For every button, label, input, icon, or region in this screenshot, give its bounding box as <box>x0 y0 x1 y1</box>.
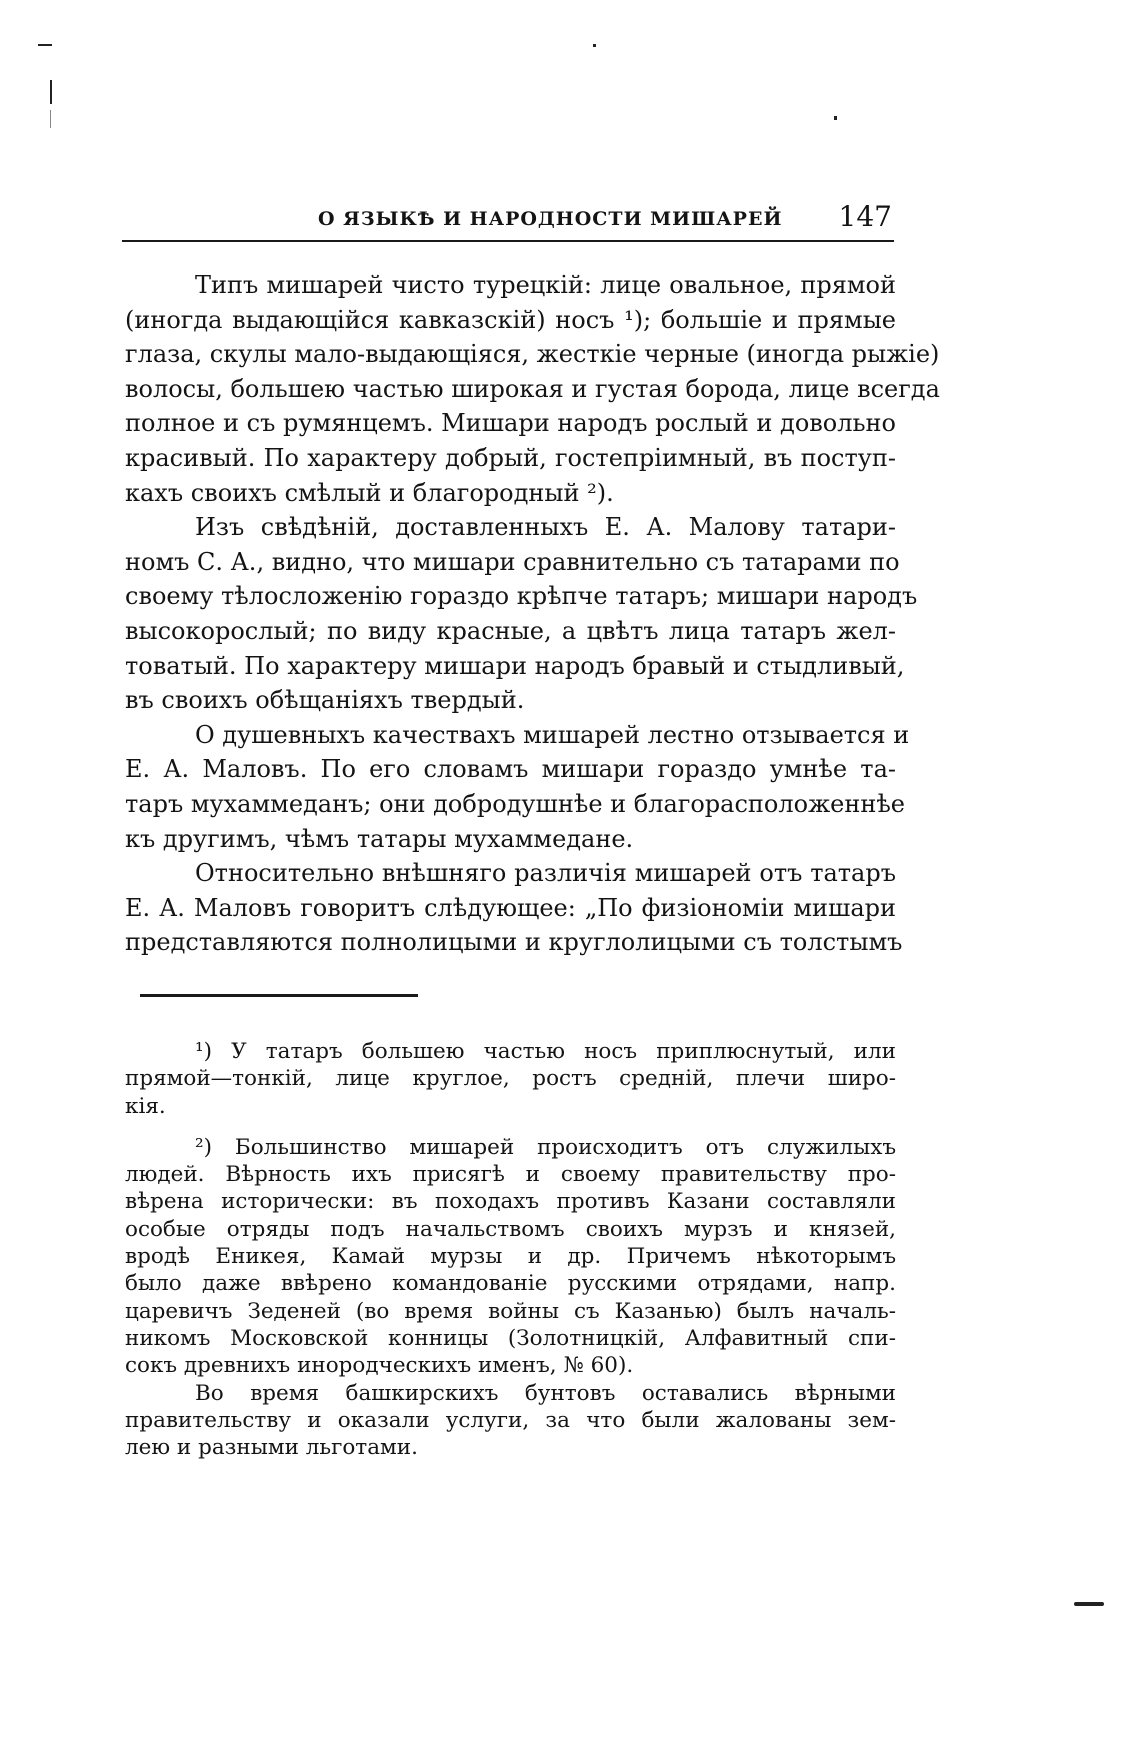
text-line: своему тѣлосложенію гораздо крѣпче татаръ; мишари народъ <box>125 582 918 611</box>
text-line: полное и съ румянцемъ. Мишари народъ рослый и довольно <box>125 409 896 438</box>
footnote-line: ²) Большинство мишарей происходитъ отъ служилыхъ <box>195 1134 896 1160</box>
running-title: О ЯЗЫКѢ И НАРОДНОСТИ МИШАРЕЙ <box>318 208 783 230</box>
text-line: глаза, скулы мало-выдающіяся, жесткіе черные (иногда рыжіе) <box>125 340 940 369</box>
main-text <box>125 268 940 960</box>
footnote-line: было даже ввѣрено командованіе русскими отрядами, напр. <box>125 1271 896 1297</box>
text-line: Типъ мишарей чисто турецкій: лице овальное, прямой <box>195 271 896 299</box>
footnotes <box>125 1038 896 1461</box>
footnote-line: вродѣ Еникея, Камай мурзы и др. Причемъ нѣкоторымъ <box>125 1244 896 1270</box>
footnote-line: никомъ Московской конницы (Золотницкій, Алфавитный спи- <box>125 1325 896 1351</box>
text-line: представляются полнолицыми и круглолицыми съ толстымъ <box>125 928 903 957</box>
footnote-line: правительству и оказали услуги, за что были жалованы зем- <box>125 1407 896 1433</box>
text-line: къ другимъ, чѣмъ татары мухаммедане. <box>125 824 634 853</box>
text-line: въ своихъ обѣщаніяхъ твердый. <box>125 686 525 715</box>
page-number: 147 <box>838 200 892 233</box>
footnote-line: прямой—тонкій, лице круглое, ростъ средній, плечи широ- <box>125 1066 896 1092</box>
footnote-line: царевичъ Зеденей (во время войны съ Казанью) былъ началь- <box>125 1298 896 1324</box>
text-line: кахъ своихъ смѣлый и благородный ²). <box>125 478 614 507</box>
header-rule <box>122 240 894 242</box>
running-header <box>122 200 894 240</box>
text-line: волосы, большею частью широкая и густая борода, лице всегда <box>125 374 940 403</box>
scan-mark <box>834 116 837 120</box>
text-line: Изъ свѣдѣній, доставленныхъ Е. А. Малову татари- <box>195 513 896 542</box>
text-line: высокорослый; по виду красные, а цвѣтъ лица татаръ жел- <box>125 616 896 645</box>
footnote-line: людей. Вѣрность ихъ присягѣ и своему правительству про- <box>125 1162 896 1188</box>
text-line: Относительно внѣшняго различія мишарей отъ татаръ <box>195 859 896 888</box>
scan-mark <box>593 44 596 47</box>
footnote-rule <box>140 994 418 997</box>
text-line: номъ С. А., видно, что мишари сравнительно съ татарами по <box>125 547 900 576</box>
text-line: Е. А. Маловъ. По его словамъ мишари гораздо умнѣе та- <box>125 755 896 784</box>
footnote-line: сокъ древнихъ инородческихъ именъ, № 60). <box>125 1353 634 1379</box>
scan-mark <box>50 110 51 128</box>
text-line: (иногда выдающійся кавказскій) носъ ¹); большіе и прямые <box>125 305 896 334</box>
footnote-line: вѣрена исторически: въ походахъ противъ Казани составляли <box>125 1189 896 1215</box>
footnote-line: ¹) У татаръ большею частью носъ приплюснутый, или <box>195 1039 896 1064</box>
scan-mark <box>1074 1602 1104 1606</box>
text-line: таръ мухаммеданъ; они добродушнѣе и благорасположеннѣе <box>125 789 906 818</box>
scan-mark <box>38 44 52 46</box>
footnote-line: особые отряды подъ начальствомъ своихъ мурзъ и князей, <box>125 1216 896 1242</box>
footnote-line: кія. <box>125 1093 166 1119</box>
text-line: красивый. По характеру добрый, гостепріимный, въ поступ- <box>125 443 896 472</box>
text-line: О душевныхъ качествахъ мишарей лестно отзывается и <box>195 720 910 749</box>
footnote-line: лею и разными льготами. <box>125 1435 418 1461</box>
scan-mark <box>50 80 52 104</box>
text-line: Е. А. Маловъ говоритъ слѣдующее: „По физіономіи мишари <box>125 893 896 922</box>
text-line: товатый. По характеру мишари народъ бравый и стыдливый, <box>125 651 905 680</box>
footnote-line: Во время башкирскихъ бунтовъ оставались вѣрными <box>195 1380 896 1406</box>
